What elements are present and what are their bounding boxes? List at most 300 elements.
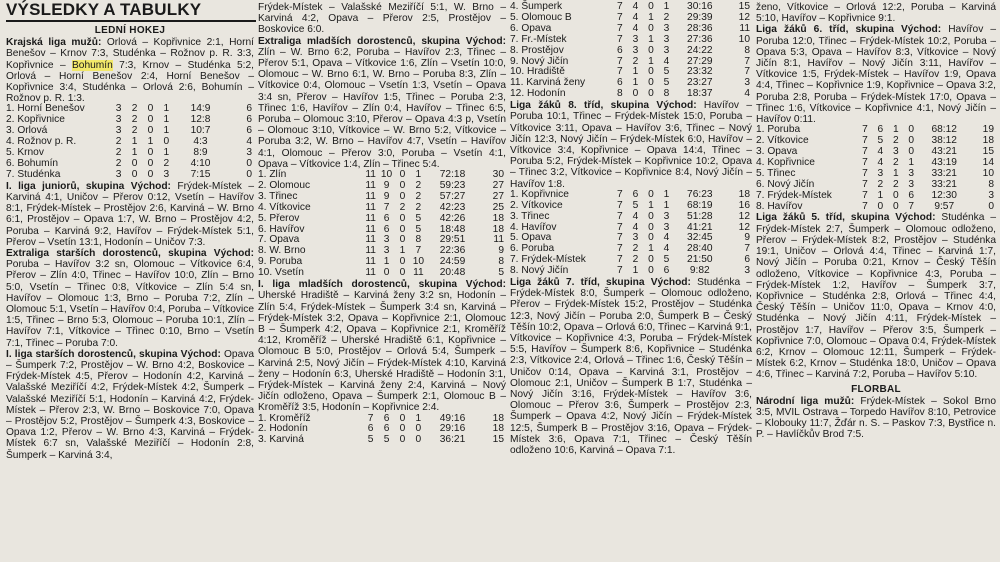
stat-cell: 0 bbox=[415, 434, 422, 446]
stat-cell: 8 bbox=[663, 88, 670, 100]
stat-cell: 0 bbox=[147, 147, 154, 159]
stat-cell: 32:45 bbox=[687, 232, 713, 244]
team-name-cell: 2. Olomouc bbox=[258, 179, 311, 191]
stat-cell: 4 bbox=[663, 55, 670, 67]
stat-cell: 6 bbox=[383, 223, 390, 235]
heading: I. liga mladších dorostenců, skupina Východ: bbox=[258, 279, 506, 291]
stat-cell: 0 bbox=[648, 188, 654, 200]
stat-cell: 4 bbox=[632, 221, 639, 233]
stat-cell: 76:23 bbox=[687, 188, 713, 200]
team-name-cell: 7. Frýdek-Místek bbox=[510, 254, 586, 266]
stat-cell: 0 bbox=[147, 168, 154, 180]
column-3 bbox=[510, 2, 752, 456]
stat-cell: 4 bbox=[663, 232, 670, 244]
stat-cell: 3 bbox=[632, 44, 639, 56]
team-name-cell: 4. Kopřivnice bbox=[756, 156, 815, 168]
stat-cell: 0 bbox=[648, 22, 654, 34]
team-name-cell: 12. Hodonín bbox=[510, 88, 566, 100]
stat-cell: 3 bbox=[115, 168, 122, 180]
stat-cell: 0 bbox=[877, 200, 884, 212]
stat-cell: 6 bbox=[877, 124, 884, 136]
stat-cell: 7 bbox=[383, 201, 390, 213]
stat-cell: 3 bbox=[383, 234, 390, 246]
paragraph bbox=[756, 24, 996, 125]
stat-cell: 1 bbox=[648, 243, 654, 255]
stat-cell: 7 bbox=[862, 156, 868, 168]
text: Frýdek-Místek – Sokol Brno 3:5, MVIL Ostrava – Torpedo Havířov 8:10, Petrovice – Klobouky 11:7, Žďár n. S. – Paskov 7:3, Bystřice n. P. – Havlíčkův Brod 7:5. bbox=[756, 395, 996, 441]
stat-cell: 30 bbox=[492, 169, 504, 181]
stat-cell: 1 bbox=[648, 199, 654, 211]
stat-cell: 0 bbox=[163, 136, 170, 148]
team-name-cell: 1. Horní Benešov bbox=[6, 103, 85, 115]
stat-cell: 2 bbox=[877, 178, 884, 190]
heading: Extraliga mladších dorostenců, skupina Východ: bbox=[258, 35, 506, 47]
stat-cell: 0 bbox=[648, 254, 654, 266]
paragraph bbox=[6, 248, 254, 349]
team-name-cell: 7. Frýdek-Místek bbox=[756, 189, 832, 201]
stat-cell: 8 bbox=[415, 234, 422, 246]
column-1 bbox=[6, 22, 254, 461]
stat-cell: 7 bbox=[908, 200, 915, 212]
stat-cell: 20:48 bbox=[439, 267, 466, 279]
stat-cell: 18 bbox=[492, 223, 504, 235]
stat-cell: 59:23 bbox=[439, 179, 466, 191]
stat-cell: 43:19 bbox=[931, 156, 957, 168]
stat-cell: 29:39 bbox=[687, 11, 713, 23]
team-name-cell: 6. Nový Jičín bbox=[756, 178, 815, 190]
stat-cell: 1 bbox=[163, 125, 170, 137]
stat-cell: 4 bbox=[632, 1, 639, 12]
stat-cell: 0 bbox=[399, 190, 406, 202]
stat-cell: 2 bbox=[115, 147, 122, 159]
stat-cell: 24:59 bbox=[439, 256, 466, 268]
stat-cell: 9 bbox=[498, 245, 504, 257]
stat-cell: 1 bbox=[908, 156, 915, 168]
heading: Liga žáků 7. tříd, skupina Východ: bbox=[510, 277, 691, 289]
stat-cell: 7 bbox=[862, 178, 868, 190]
stat-cell: 15 bbox=[492, 434, 504, 446]
stat-cell: 12:30 bbox=[931, 189, 957, 201]
stat-cell: 12:8 bbox=[190, 114, 211, 126]
stat-cell: 7 bbox=[617, 22, 623, 34]
stat-cell: 9 bbox=[383, 179, 390, 191]
stat-cell: 3 bbox=[115, 125, 122, 137]
stat-cell: 41:21 bbox=[687, 221, 713, 233]
stat-cell: 0 bbox=[648, 1, 654, 12]
stat-cell: 6 bbox=[367, 423, 374, 435]
stat-cell: 10 bbox=[738, 33, 750, 45]
stat-cell: 0 bbox=[648, 77, 654, 89]
team-name-cell: 8. Havířov bbox=[756, 200, 803, 212]
stat-cell: 0 bbox=[399, 234, 406, 246]
text: Opava – Šumperk 7:2, Prostějov – W. Brno 4:2, Boskovice – Frýdek-Místek 4:5, Přerov – Hodonín 4:2, Karviná – Valašské Meziříčí 4:2, Frýdek-Místek 4:2, Šumperk – Valašské Meziříčí 5:1, Hodonín – Karviná 4:2, Frýdek-Místek – Přerov 2:3, W. Brno – Boskovice 7:0, Opava – Prostějov 5:2, Prostějov – Šumperk 4:3, Boskovice – Opava 1:2, Přerov – W. Brno 4:3, Karviná – Frýdek-Místek 6:7 sn, Valašské Meziříčí – Hodonín 2:8, Šumperk – Karviná 3:4, bbox=[6, 348, 254, 461]
stat-cell: 1 bbox=[648, 55, 654, 67]
stat-cell: 7 bbox=[744, 243, 750, 255]
stat-cell: 3 bbox=[877, 167, 884, 179]
heading: I. liga starších dorostenců, skupina Východ: bbox=[6, 348, 221, 360]
text: Frýdek-Místek – Valašské Meziříčí 5:1, W. Brno – Karviná 4:2, Opava – Přerov 2:5, Prostějov – Boskovice 6:0. bbox=[258, 2, 506, 36]
stat-cell: 11 bbox=[365, 256, 376, 268]
stat-cell: 1 bbox=[399, 245, 406, 257]
stat-cell: 7 bbox=[862, 146, 868, 158]
text: Studénka – Frýdek-Místek 8:0, Šumperk – Olomouc odloženo, Přerov – Frýdek-Místek 15:2, Prostějov – Studénka 12:3, Nový Jičín – Poruba 2:0, Šumperk B – Český Těšín 10:2, Opava – Orlová 6:0, Třinec – Karviná 9:1, Vítkovice – Kopřivnice 4:3, Poruba – Frýdek-Místek 5:5, Havířov – Šumperk 8:6, Kopřivnice – Studénka 2:3, Vítkovice 2:4, Orlová – Třinec 1:6, Český Těšín – Uničov 0:14, Opava – Karviná 3:1, Prostějov – Olomouc 2:1, Uničov – Šumperk B 1:7, Studénka – Nový Jičín 3:16, Frýdek-Místek – Havířov 3:6, Olomouc – Přerov 3:6, Šumperk – Prostějov 2:3, Šumperk – Opava 4:2, Nový Jičín – Frýdek-Místek 12:5, Šumperk B – Prostějov 3:16, Opava – Frýdek-Místek 3:6, Opava 7:1, Třinec – Český Těšín odloženo 10:6, Karviná – Opava 7:1. bbox=[510, 277, 752, 457]
stat-cell: 9 bbox=[383, 190, 390, 202]
table-row bbox=[510, 46, 752, 57]
stat-cell: 0 bbox=[131, 168, 138, 180]
stat-cell: 7 bbox=[862, 167, 868, 179]
stat-cell: 5 bbox=[877, 135, 884, 147]
paragraph bbox=[258, 36, 506, 170]
stat-cell: 7 bbox=[617, 243, 623, 255]
stat-cell: 1 bbox=[663, 1, 670, 12]
team-name-cell: 9. Nový Jičín bbox=[510, 55, 569, 67]
stat-cell: 43:21 bbox=[931, 146, 957, 158]
stat-cell: 1 bbox=[415, 169, 422, 181]
stat-cell: 29:51 bbox=[439, 234, 466, 246]
stat-cell: 0 bbox=[648, 265, 654, 277]
stat-cell: 1 bbox=[892, 167, 899, 179]
standings-table bbox=[258, 414, 506, 447]
stat-cell: 1 bbox=[163, 103, 170, 115]
stat-cell: 0 bbox=[399, 434, 406, 446]
team-name-cell: 6. Bohumín bbox=[6, 157, 59, 169]
stat-cell: 1 bbox=[892, 124, 899, 136]
page-title: VÝSLEDKY A TABULKY bbox=[6, 0, 202, 19]
stat-cell: 27 bbox=[492, 179, 504, 191]
paragraph bbox=[510, 277, 752, 456]
stat-cell: 7 bbox=[862, 189, 868, 201]
stat-cell: 7 bbox=[862, 200, 868, 212]
stat-cell: 42:23 bbox=[439, 201, 466, 213]
stat-cell: 6 bbox=[744, 254, 750, 266]
stat-cell: 29:16 bbox=[439, 423, 466, 435]
team-name-cell: 1. Zlín bbox=[258, 169, 287, 181]
team-name-cell: 5. Přerov bbox=[258, 212, 300, 224]
stat-cell: 3 bbox=[163, 168, 170, 180]
stat-cell: 11 bbox=[365, 234, 376, 246]
text: Poruba – Havířov 3:2 sn, Olomouc – Vítkovice 6:4, Přerov – Zlín 4:0, Třinec – Havířov 10:0, Zlín – Brno 5:0, Vsetín – Třinec 0:8, Vítkovice – Zlín 5:4 sn, Havířov – Olomouc 1:3, Brno – Poruba 7:2, Zlín – Olomouc 5:1, Vsetín – Havířov 0:4, Poruba – Vítkovice 1:5, Třinec – Brno 5:3, Olomouc – Poruba 10:1, Zlín – Havířov 7:1, Vítkovice – Třinec 0:10, Brno – Vsetín 7:1, Třinec – Poruba 7:0. bbox=[6, 259, 254, 349]
stat-cell: 6 bbox=[246, 114, 252, 126]
stat-cell: 30:16 bbox=[687, 1, 713, 12]
stat-cell: 1 bbox=[632, 77, 639, 89]
stat-cell: 0 bbox=[648, 232, 654, 244]
paragraph bbox=[6, 181, 254, 248]
stat-cell: 2 bbox=[632, 243, 639, 255]
stat-cell: 7 bbox=[617, 221, 623, 233]
stat-cell: 9 bbox=[744, 232, 750, 244]
stat-cell: 68:19 bbox=[687, 199, 713, 211]
table-row bbox=[510, 266, 752, 277]
stat-cell: 0 bbox=[399, 412, 406, 424]
stat-cell: 23:32 bbox=[687, 66, 713, 78]
stat-cell: 27:29 bbox=[687, 55, 713, 67]
stat-cell: 0 bbox=[147, 157, 154, 169]
stat-cell: 0 bbox=[399, 423, 406, 435]
stat-cell: 1 bbox=[663, 188, 670, 200]
stat-cell: 0 bbox=[399, 256, 406, 268]
stat-cell: 21:50 bbox=[687, 254, 713, 266]
highlighted-word: Bohumín bbox=[72, 59, 113, 71]
stat-cell: 18:48 bbox=[439, 223, 466, 235]
stat-cell: 1 bbox=[163, 147, 170, 159]
stat-cell: 7 bbox=[617, 11, 623, 23]
stat-cell: 11 bbox=[365, 190, 376, 202]
stat-cell: 33:21 bbox=[931, 167, 957, 179]
stat-cell: 12 bbox=[738, 210, 750, 222]
paragraph bbox=[6, 37, 254, 104]
stat-cell: 3 bbox=[383, 245, 390, 257]
table-row bbox=[510, 89, 752, 100]
team-name-cell: 1. Kroměříž bbox=[258, 412, 311, 424]
stat-cell: 15 bbox=[738, 1, 750, 12]
stat-cell: 1 bbox=[663, 199, 670, 211]
stat-cell: 0 bbox=[415, 423, 422, 435]
stat-cell: 3 bbox=[663, 33, 670, 45]
standings-table bbox=[6, 104, 254, 180]
stat-cell: 10 bbox=[380, 169, 393, 181]
team-name-cell: 4. Havířov bbox=[510, 221, 557, 233]
text: 7:3, Krnov – Studénka 5:2, Orlová – Horní Benešov 2:4, Horní Benešov – Kopřivnice 3:4, Studénka – Orlová 2:6, Bohumín – Rožnov p. R. 1:3. bbox=[6, 59, 254, 105]
stat-cell: 7 bbox=[415, 245, 422, 257]
stat-cell: 7 bbox=[617, 66, 623, 78]
stat-cell: 0 bbox=[908, 124, 915, 136]
stat-cell: 8 bbox=[988, 178, 994, 190]
stat-cell: 0 bbox=[632, 88, 639, 100]
stat-cell: 11 bbox=[365, 223, 376, 235]
stat-cell: 5 bbox=[663, 254, 670, 266]
stat-cell: 0 bbox=[399, 179, 406, 191]
stat-cell: 0 bbox=[988, 200, 994, 212]
table-row bbox=[258, 268, 506, 279]
stat-cell: 3 bbox=[744, 265, 750, 277]
stat-cell: 0 bbox=[648, 221, 654, 233]
stat-cell: 2 bbox=[415, 190, 422, 202]
team-name-cell: 4. Šumperk bbox=[510, 1, 563, 12]
stat-cell: 33:21 bbox=[931, 178, 957, 190]
text: Studénka – Frýdek-Místek 2:7, Šumperk – Olomouc odloženo, Přerov – Frýdek-Místek 8:2, Prostějov – Studénka 19:1, Uničov – Orlová 4:4, Třinec – Karviná 1:7, Nový Jičín – Poruba 0:21, Krnov – Český Těšín odloženo, Vítkovice – Kopřivnice 4:3, Poruba – Frýdek-Místek 1:2, Havířov – Šumperk 3:7, Kopřivnice – Studénka 2:8, Orlová – Třinec 4:4, Český Těšín – Uničov 11:0, Opava – Krnov 4:0, Studénka – Nový Jičín 4:11, Frýdek-Místek – Prostějov 1:7, Havířov – Přerov 3:5, Šumperk – Kopřivnice 7:0, Olomouc – Opava 0:4, Frýdek-Místek 6:2, Krnov – Olomouc 12:11, Šumperk – Frýdek-Místek 6:2, Krnov – Studénka 18:0, Uničov – Opava 4:6, Třinec – Karviná 7:2, Poruba – Havířov 5:10. bbox=[756, 212, 997, 381]
stat-cell: 10 bbox=[412, 256, 425, 268]
stat-cell: 1 bbox=[648, 33, 654, 45]
stat-cell: 11 bbox=[365, 179, 376, 191]
stat-cell: 6 bbox=[383, 212, 390, 224]
table-row bbox=[510, 35, 752, 46]
stat-cell: 1 bbox=[632, 265, 639, 277]
team-name-cell: 1. Kopřivnice bbox=[510, 188, 569, 200]
stat-cell: 57:27 bbox=[439, 190, 466, 202]
team-name-cell: 6. Opava bbox=[510, 22, 552, 34]
team-name-cell: 2. Kopřivnice bbox=[6, 114, 65, 126]
table-row bbox=[6, 170, 254, 181]
stat-cell: 7 bbox=[367, 412, 374, 424]
stat-cell: 3 bbox=[632, 33, 639, 45]
text: Zlín – W. Brno 6:2, Poruba – Havířov 2:3, Třinec – Přerov 5:1, Opava – Vítkovice 1:6, Zlín – Vsetín 10:0, Olomouc – W. Brno 6:1, W. Brno – Poruba 8:3, Zlín – Vítkovice 0:4, Olomouc – Vsetín 1:3, Vsetín – Opava 3:4 sn, Přerov – Havířov 1:5, Třinec – Poruba 2:3, Třinec 1:6, Havířov – Zlín 0:4, Havířov – Třinec 6:5, Poruba – Olomouc 3:10, Přerov – Opava 4:3 p, Vsetín – Olomouc 3:10, Vítkovice – W. Brno 5:2, Vítkovice – Poruba 3:2, W. Brno – Havířov 4:7, Vsetín – Havířov 4:1, Olomouc – Přerov 3:0, Poruba – Vsetín 4:1, Opava – Vítkovice 1:4, Zlín – Třinec 5:4. bbox=[258, 46, 506, 170]
stat-cell: 28:40 bbox=[687, 243, 713, 255]
heading: Liga žáků 5. tříd, skupina Východ: bbox=[756, 212, 936, 224]
stat-cell: 4 bbox=[632, 210, 639, 222]
team-name-cell: 3. Třinec bbox=[258, 190, 298, 202]
stat-cell: 1 bbox=[632, 66, 639, 78]
table-row bbox=[258, 435, 506, 446]
stat-cell: 18 bbox=[492, 212, 504, 224]
stat-cell: 1 bbox=[877, 189, 884, 201]
stat-cell: 3 bbox=[632, 232, 639, 244]
paragraph bbox=[510, 100, 752, 190]
stat-cell: 0 bbox=[908, 146, 915, 158]
standings-table bbox=[510, 190, 752, 277]
text: Havířov – Poruba 10:1, Třinec – Frýdek-Místek 15:0, Poruba – Vítkovice 3:11, Opava – Havířov 3:6, Třinec – Nový Jičín 12:3, Nový Jičín – Frýdek-Místek 6:0, Havířov – Vítkovice 3:4, Kopřivnice – Opava 14:4, Třinec – Poruba 5:2, Frýdek-Místek – Kopřivnice 10:2, Opava – Třinec 3:2, Vítkovice – Kopřivnice 8:4, Nový Jičín – Havířov 1:8. bbox=[510, 100, 752, 190]
stat-cell: 11 bbox=[365, 267, 376, 279]
team-name-cell: 3. Opava bbox=[756, 146, 798, 158]
stat-cell: 7 bbox=[862, 135, 868, 147]
stat-cell: 5 bbox=[663, 66, 670, 78]
stat-cell: 2 bbox=[663, 11, 670, 23]
stat-cell: 7 bbox=[744, 66, 750, 78]
stat-cell: 1 bbox=[648, 11, 654, 23]
stat-cell: 1 bbox=[163, 114, 170, 126]
stat-cell: 8:9 bbox=[193, 147, 208, 159]
stat-cell: 15 bbox=[982, 146, 994, 158]
stat-cell: 8 bbox=[744, 44, 750, 56]
team-name-cell: 6. Poruba bbox=[510, 243, 555, 255]
stat-cell: 11 bbox=[365, 169, 376, 181]
section-heading: FLORBAL bbox=[851, 383, 901, 395]
team-name-cell: 7. Fr.-Místek bbox=[510, 33, 567, 45]
team-name-cell: 5. Třinec bbox=[756, 167, 796, 179]
stat-cell: 2 bbox=[892, 135, 899, 147]
stat-cell: 0 bbox=[147, 103, 154, 115]
stat-cell: 4 bbox=[663, 243, 670, 255]
stat-cell: 0 bbox=[892, 200, 899, 212]
stat-cell: 14:9 bbox=[190, 103, 211, 115]
stat-cell: 3 bbox=[744, 77, 750, 89]
text: Uherské Hradiště – Karviná ženy 3:2 sn, Hodonín – Zlín 5:4, Frýdek-Místek – Šumperk 3:4 sn, Karviná – Frýdek-Místek 3:2, Opava – Kopřivnice 2:1, Olomouc B – Šumperk 4:2, Opava – Kopřivnice 2:1, Kroměříž 4:12, Kroměříž – Uherské Hradiště 6:1, Kopřivnice – Olomouc B 5:0, Prostějov – Orlová 5:4, Šumperk – Karviná 2:5, Nový Jičín – Frýdek-Místek 4:10, Karviná ženy – Hodonín 6:3, Uherské Hradiště – Hodonín 3:1, Frýdek-Místek – Karviná ženy 2:4, Karviná – Nový Jičín odloženo, Opava – Šumperk 2:1, Olomouc B – Kroměříž 3:5, Hodonín – Kopřivnice 2:4. bbox=[258, 290, 506, 414]
paragraph bbox=[258, 2, 506, 36]
stat-cell: 2 bbox=[115, 136, 122, 148]
stat-cell: 22:36 bbox=[439, 245, 466, 257]
stat-cell: 0 bbox=[399, 169, 406, 181]
team-name-cell: 5. Opava bbox=[510, 232, 552, 244]
stat-cell: 7:15 bbox=[190, 168, 211, 180]
stat-cell: 6 bbox=[383, 423, 390, 435]
stat-cell: 11 bbox=[365, 201, 376, 213]
stat-cell: 7 bbox=[617, 188, 623, 200]
team-name-cell: 11. Karviná ženy bbox=[510, 77, 586, 89]
stat-cell: 7 bbox=[617, 210, 623, 222]
stat-cell: 3 bbox=[988, 189, 994, 201]
team-name-cell: 4. Rožnov p. R. bbox=[6, 136, 77, 148]
stat-cell: 16 bbox=[738, 199, 750, 211]
paragraph bbox=[258, 279, 506, 413]
stat-cell: 9:57 bbox=[934, 200, 955, 212]
stat-cell: 4:10 bbox=[190, 157, 211, 169]
text: Havířov – Poruba 12:0, Třinec – Frýdek-Místek 10:2, Poruba – Opava 5:3, Opava – Havířov 8:3, Vítkovice – Nový Jičín 8:1, Havířov – Nový Jičín 3:11, Havířov – Vítkovice 1:5, Frýdek-Místek – Havířov 1:9, Opava 4:4, Třinec – Kopřivnice 1:9, Kopřivnice – Opava 3:2, Poruba 2:8, Poruba – Frýdek-Místek 17:0, Opava – Třinec 1:6, Vítkovice – Kopřivnice 4:1, Nový Jičín – Havířov 0:11. bbox=[756, 24, 996, 126]
stat-cell: 2 bbox=[399, 201, 406, 213]
team-name-cell: 10. Hradiště bbox=[510, 66, 565, 78]
text: ženo, Vítkovice – Orlová 12:2, Poruba – Karviná 5:10, Havířov – Kopřivnice 9:1. bbox=[756, 2, 996, 25]
team-name-cell: 2. Vítkovice bbox=[756, 135, 809, 147]
stat-cell: 7 bbox=[617, 55, 623, 67]
stat-cell: 7 bbox=[617, 232, 623, 244]
stat-cell: 7 bbox=[617, 265, 623, 277]
stat-cell: 3 bbox=[246, 147, 252, 159]
stat-cell: 3 bbox=[663, 221, 670, 233]
table-row bbox=[510, 201, 752, 212]
column-4 bbox=[756, 2, 996, 441]
stat-cell: 0 bbox=[892, 189, 899, 201]
stat-cell: 0 bbox=[246, 157, 252, 169]
table-row bbox=[756, 191, 996, 202]
stat-cell: 49:16 bbox=[439, 412, 466, 424]
stat-cell: 18 bbox=[738, 188, 750, 200]
paragraph bbox=[756, 212, 996, 380]
stat-cell: 2 bbox=[632, 254, 639, 266]
stat-cell: 18 bbox=[982, 135, 994, 147]
heading: Extraliga starších dorostenců, skupina Východ: bbox=[6, 247, 254, 259]
stat-cell: 7 bbox=[617, 33, 623, 45]
heading: Liga žáků 6. tříd, skupina Východ: bbox=[756, 24, 942, 36]
team-name-cell: 8. Prostějov bbox=[510, 44, 564, 56]
stat-cell: 14 bbox=[982, 156, 994, 168]
stat-cell: 6 bbox=[383, 412, 390, 424]
stat-cell: 6 bbox=[246, 103, 252, 115]
table-row bbox=[510, 212, 752, 223]
standings-table bbox=[258, 170, 506, 279]
text: Orlová – Kopřivnice 2:1, Horní Benešov – Krnov 7:3, Studénka – Rožnov p. R. 3:3, Kopřivnice – bbox=[6, 37, 254, 71]
stat-cell: 27 bbox=[492, 190, 504, 202]
stat-cell: 1 bbox=[131, 147, 138, 159]
paragraph bbox=[756, 396, 996, 441]
heading: Liga žáků 8. tříd, skupina Východ: bbox=[510, 100, 697, 112]
standings-table bbox=[510, 2, 752, 100]
stat-cell: 28:36 bbox=[687, 22, 713, 34]
team-name-cell: 9. Poruba bbox=[258, 256, 303, 268]
stat-cell: 3 bbox=[908, 178, 915, 190]
stat-cell: 11 bbox=[739, 22, 750, 34]
stat-cell: 0 bbox=[399, 212, 406, 224]
stat-cell: 3 bbox=[115, 103, 122, 115]
heading: Krajská liga mužů: bbox=[6, 37, 102, 49]
stat-cell: 6 bbox=[617, 44, 623, 56]
stat-cell: 3 bbox=[663, 22, 670, 34]
stat-cell: 7 bbox=[744, 55, 750, 67]
stat-cell: 11 bbox=[365, 245, 376, 257]
stat-cell: 0 bbox=[246, 168, 252, 180]
team-name-cell: 7. Opava bbox=[258, 234, 300, 246]
stat-cell: 5 bbox=[415, 212, 422, 224]
team-name-cell: 8. W. Brno bbox=[258, 245, 306, 257]
team-name-cell: 4. Vítkovice bbox=[258, 201, 311, 213]
stat-cell: 1 bbox=[383, 256, 390, 268]
stat-cell: 12 bbox=[738, 221, 750, 233]
stat-cell: 68:12 bbox=[931, 124, 957, 136]
team-name-cell: 8. Nový Jičín bbox=[510, 265, 569, 277]
stat-cell: 2 bbox=[892, 178, 899, 190]
standings-table bbox=[756, 125, 996, 212]
team-name-cell: 3. Karviná bbox=[258, 434, 304, 446]
paragraph bbox=[6, 349, 254, 461]
stat-cell: 3 bbox=[663, 44, 670, 56]
team-name-cell: 5. Krnov bbox=[6, 147, 44, 159]
stat-cell: 7 bbox=[617, 1, 623, 12]
stat-cell: 42:26 bbox=[439, 212, 466, 224]
team-name-cell: 3. Orlová bbox=[6, 125, 48, 137]
section-heading: LEDNÍ HOKEJ bbox=[94, 25, 166, 36]
stat-cell: 8 bbox=[498, 256, 504, 268]
stat-cell: 2 bbox=[632, 55, 639, 67]
stat-cell: 3 bbox=[663, 210, 670, 222]
stat-cell: 4 bbox=[877, 146, 884, 158]
stat-cell: 0 bbox=[399, 223, 406, 235]
